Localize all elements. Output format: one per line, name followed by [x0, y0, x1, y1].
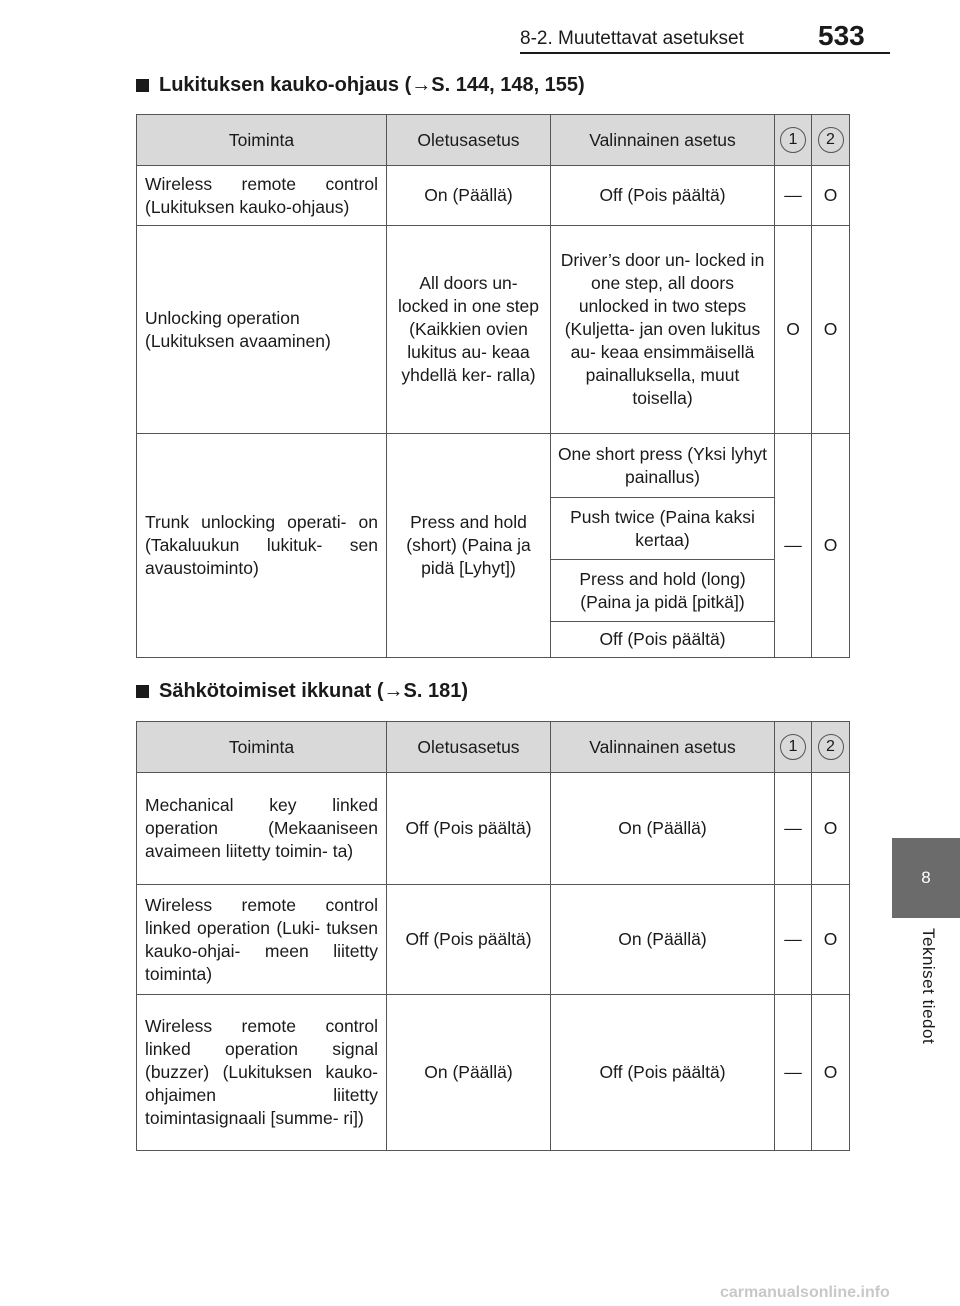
table-row: [137, 226, 850, 434]
circled-1-icon: 1: [780, 127, 806, 153]
col-header-1: [775, 115, 812, 166]
table-row: [137, 773, 850, 885]
default-cell: Off (Pois päältä): [387, 773, 551, 885]
col1-cell: —: [775, 773, 812, 885]
page-number: 533: [818, 20, 865, 51]
default-cell: On (Päällä): [387, 995, 551, 1151]
optional-cell: Press and hold (long) (Paina ja pidä [pitkä]): [551, 560, 775, 622]
section2-title: Sähkötoimiset ikkunat (→S. 181): [136, 680, 468, 703]
table-row: [137, 434, 850, 498]
circled-2-icon: 2: [818, 734, 844, 760]
col1-cell: —: [775, 995, 812, 1151]
bullet-square-icon: [136, 685, 149, 698]
col-header-default: Oletusasetus: [387, 115, 551, 166]
col1-cell: —: [775, 434, 812, 658]
optional-cell: On (Päällä): [551, 885, 775, 995]
table-row: [137, 166, 850, 226]
bullet-square-icon: [136, 79, 149, 92]
col-header-optional: Valinnainen asetus: [551, 722, 775, 773]
table-header-row: [137, 115, 850, 166]
col-header-optional: Valinnainen asetus: [551, 115, 775, 166]
table-row: [137, 885, 850, 995]
table-row: [137, 995, 850, 1151]
col-header-function: Toiminta: [137, 115, 387, 166]
feature-cell: Unlocking operation (Lukituksen avaaminen): [137, 226, 387, 434]
optional-cell: One short press (Yksi lyhyt painallus): [551, 434, 775, 498]
default-cell: On (Päällä): [387, 166, 551, 226]
chapter-number: 8: [921, 868, 931, 887]
optional-cell: Off (Pois päältä): [551, 622, 775, 658]
col2-cell: O: [812, 885, 850, 995]
col-header-default: Oletusasetus: [387, 722, 551, 773]
optional-cell: On (Päällä): [551, 773, 775, 885]
col2-cell: O: [812, 995, 850, 1151]
feature-cell: Wireless remote control linked operation signal (buzzer) (Lukituksen kauko-ohjaimen liitetty toimintasignaali [summe- ri]): [137, 995, 387, 1151]
col-header-1: [775, 722, 812, 773]
col1-cell: O: [775, 226, 812, 434]
feature-cell: Mechanical key linked operation (Mekaaniseen avaimeen liitetty toimin- ta): [137, 773, 387, 885]
optional-cell: Off (Pois päältä): [551, 166, 775, 226]
feature-cell: Wireless remote control (Lukituksen kauko-ohjaus): [137, 166, 387, 226]
default-cell: Press and hold (short) (Paina ja pidä [Lyhyt]): [387, 434, 551, 658]
watermark: carmanualsonline.info: [720, 1284, 890, 1301]
col2-cell: O: [812, 773, 850, 885]
optional-cell: Off (Pois päältä): [551, 995, 775, 1151]
section1-table: [136, 114, 850, 658]
col-header-2: [812, 722, 850, 773]
optional-cell: Driver’s door un- locked in one step, all doors unlocked in two steps (Kuljetta- jan oven lukitus au- keaa ensimmäisellä painalluksella, muut toisella): [551, 226, 775, 434]
col1-cell: —: [775, 166, 812, 226]
circled-2-icon: 2: [818, 127, 844, 153]
col-header-2: [812, 115, 850, 166]
default-cell: Off (Pois päältä): [387, 885, 551, 995]
col2-cell: O: [812, 166, 850, 226]
col2-cell: O: [812, 434, 850, 658]
table-header-row: [137, 722, 850, 773]
circled-1-icon: 1: [780, 734, 806, 760]
chapter-tab[interactable]: [892, 838, 960, 918]
header-rule: [520, 52, 890, 54]
optional-cell: Push twice (Paina kaksi kertaa): [551, 498, 775, 560]
col1-cell: —: [775, 885, 812, 995]
default-cell: All doors un- locked in one step (Kaikkien ovien lukitus au- keaa yhdellä ker- ralla): [387, 226, 551, 434]
col-header-function: Toiminta: [137, 722, 387, 773]
section2-table: [136, 721, 850, 1151]
section1-title: Lukituksen kauko-ohjaus (→S. 144, 148, 155): [136, 74, 585, 97]
feature-cell: Trunk unlocking operati- on (Takaluukun lukituk- sen avaustoiminto): [137, 434, 387, 658]
section-header: 8-2. Muutettavat asetukset: [520, 28, 744, 49]
feature-cell: Wireless remote control linked operation (Luki- tuksen kauko-ohjai- meen liitetty toiminta): [137, 885, 387, 995]
chapter-label: Tekniset tiedot: [919, 928, 938, 1045]
col2-cell: O: [812, 226, 850, 434]
